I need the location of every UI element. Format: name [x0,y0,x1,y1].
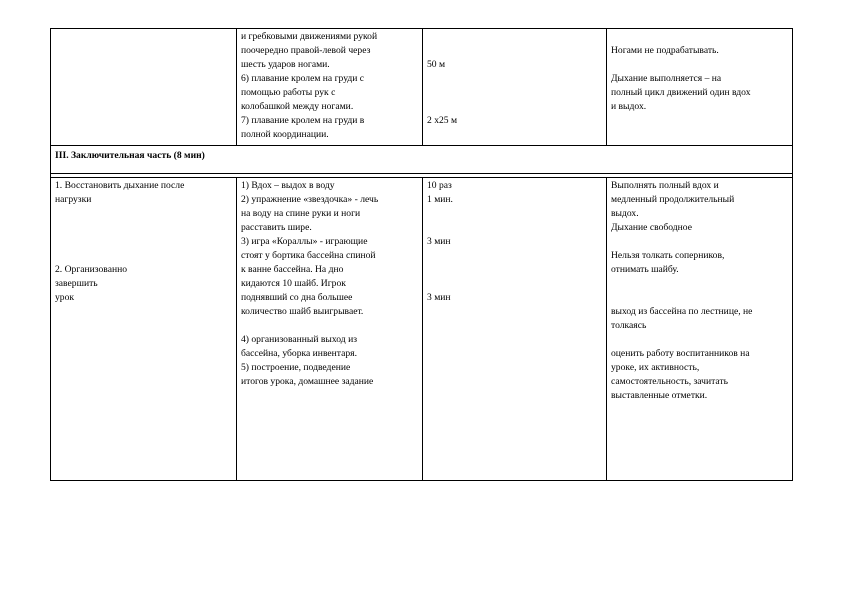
table-row-final [51,178,793,481]
note-line: оценить работу воспитанников на [611,348,750,359]
task-line: 1. Восстановить дыхание после [55,180,185,191]
note-line: Ногами не подрабатывать. [611,45,719,56]
content-line: шесть ударов ногами. [241,59,330,70]
cell-notes [607,178,793,481]
content-line: помощью работы рук с [241,87,336,98]
content-line: расставить шире. [241,222,312,233]
task-line: 2. Организованно [55,264,128,275]
content-line: 6) плавание кролем на груди с [241,73,365,84]
note-line: Нельзя толкать соперников, [611,250,725,261]
dosage-value: 3 мин [427,236,451,247]
content-line: на воду на спине руки и ноги [241,208,361,219]
note-line: Выполнять полный вдох и [611,180,719,191]
note-line: отнимать шайбу. [611,264,679,275]
content-line: 3) игра «Кораллы» - играющие [241,236,368,247]
note-line: выход из бассейна по лестнице, не [611,306,753,317]
content-line: к ванне бассейна. На дно [241,264,344,275]
note-line: толкаясь [611,320,647,331]
task-line: урок [55,292,75,303]
content-line: 7) плавание кролем на груди в [241,115,365,126]
cell-content [237,29,423,146]
cell-dosage [423,178,607,481]
content-line: поднявший со дна большее [241,292,353,303]
dosage-value: 10 раз [427,180,452,191]
note-line: полный цикл движений один вдох [611,87,751,98]
cell-task [51,178,237,481]
note-line: выставленные отметки. [611,390,708,401]
lesson-plan-table [50,28,793,481]
content-line: поочередно правой-левой через [241,45,371,56]
task-line: завершить [55,278,98,289]
content-line: количество шайб выигрывает. [241,306,364,317]
content-line: и гребковыми движениями рукой [241,31,378,42]
note-line: выдох. [611,208,639,219]
cell-dosage [423,29,607,146]
content-line: стоят у бортика бассейна спиной [241,250,376,261]
note-line: Дыхание выполняется – на [611,73,722,84]
note-line: самостоятельность, зачитать [611,376,729,387]
table-row-continued [51,29,793,146]
content-line: 2) упражнение «звездочка» - лечь [241,194,379,205]
content-line: колобашкой между ногами. [241,101,354,112]
section-title: III. Заключительная часть (8 мин) [55,150,205,161]
content-line: 5) построение, подведение [241,362,351,373]
note-line: уроке, их активность, [611,362,700,373]
dosage-value: 50 м [427,59,446,70]
content-line: итогов урока, домашнее задание [241,376,374,387]
content-line: полной координации. [241,129,329,140]
cell-task [51,29,237,146]
task-line: нагрузки [55,194,92,205]
cell-notes [607,29,793,146]
dosage-value: 3 мин [427,292,451,303]
dosage-value: 1 мин. [427,194,453,205]
note-line: медленный продолжительный [611,194,735,205]
section-title-cell [51,146,793,174]
content-line: 1) Вдох – выдох в воду [241,180,335,191]
dosage-value: 2 х25 м [427,115,458,126]
content-line: бассейна, уборка инвентаря. [241,348,357,359]
content-line: кидаются 10 шайб. Игрок [241,278,346,289]
note-line: Дыхание свободное [611,222,692,233]
cell-content [237,178,423,481]
section-header-row [51,146,793,174]
note-line: и выдох. [611,101,647,112]
content-line: 4) организованный выход из [241,334,358,345]
